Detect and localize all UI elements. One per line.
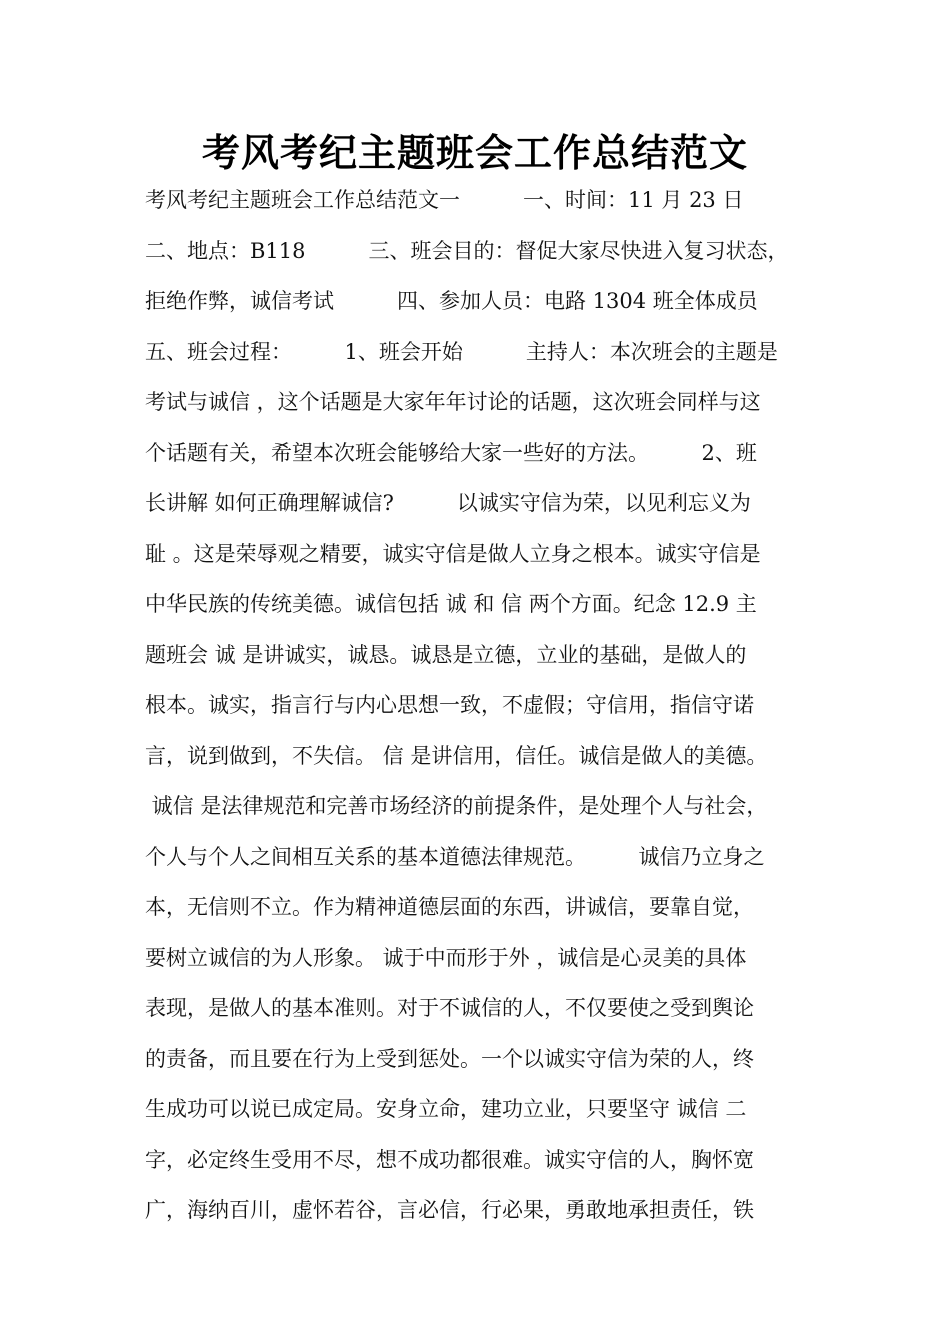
body-line: 根本。诚实，指言行与内心思想一致，不虚假；守信用，指信守诺 bbox=[145, 693, 754, 717]
body-line: 个话题有关，希望本次班会能够给大家一些好的方法。 2、班 bbox=[145, 440, 757, 465]
body-line: 考试与诚信 ，这个话题是大家年年讨论的话题，这次班会同样与这 bbox=[145, 390, 761, 414]
body-line: 二、地点：B118 三、班会目的：督促大家尽快进入复习状态， bbox=[145, 238, 789, 263]
body-line: 拒绝作弊，诚信考试 四、参加人员：电路 1304 班全体成员 bbox=[145, 289, 758, 313]
body-line: 考风考纪主题班会工作总结范文一 一、时间：11 月 23 日 bbox=[145, 188, 744, 212]
body-line: 本，无信则不立。作为精神道德层面的东西，讲诚信，要靠自觉， bbox=[145, 895, 754, 919]
body-line: 耻 。这是荣辱观之精要，诚实守信是做人立身之根本。诚实守信是 bbox=[145, 541, 761, 566]
body-line: 五、班会过程： 1、班会开始 主持人：本次班会的主题是 bbox=[145, 339, 778, 364]
body-line: 生成功可以说已成定局。安身立命，建功立业，只要坚守 诚信 二 bbox=[145, 1097, 747, 1121]
body-line: 要树立诚信的为人形象。 诚于中而形于外 ，诚信是心灵美的具体 bbox=[145, 945, 747, 970]
body-line: 个人与个人之间相互关系的基本道德法律规范。 诚信乃立身之 bbox=[145, 844, 765, 869]
body-line: 中华民族的传统美德。诚信包括 诚 和 信 两个方面。纪念 12.9 主 bbox=[145, 592, 757, 616]
document-title: 考风考纪主题班会工作总结范文 bbox=[201, 131, 748, 175]
body-line: 表现，是做人的基本准则。对于不诚信的人，不仅要使之受到舆论 bbox=[145, 996, 754, 1020]
document-body bbox=[145, 179, 835, 1240]
body-line: 言，说到做到，不失信。 信 是讲信用，信任。诚信是做人的美德。 bbox=[145, 743, 768, 768]
body-line: 长讲解 如何正确理解诚信? 以诚实守信为荣，以见利忘义为 bbox=[145, 491, 751, 515]
body-line: 题班会 诚 是讲诚实，诚恳。诚恳是立德，立业的基础，是做人的 bbox=[145, 642, 747, 667]
body-line: 广，海纳百川，虚怀若谷，言必信，行必果，勇敢地承担责任，铁 bbox=[145, 1198, 754, 1222]
body-line: 诚信 是法律规范和完善市场经济的前提条件，是处理个人与社会， bbox=[145, 794, 768, 818]
body-line: 的责备，而且要在行为上受到惩处。一个以诚实守信为荣的人，终 bbox=[145, 1046, 754, 1071]
body-line: 字，必定终生受用不尽，想不成功都很难。诚实守信的人，胸怀宽 bbox=[145, 1147, 754, 1172]
